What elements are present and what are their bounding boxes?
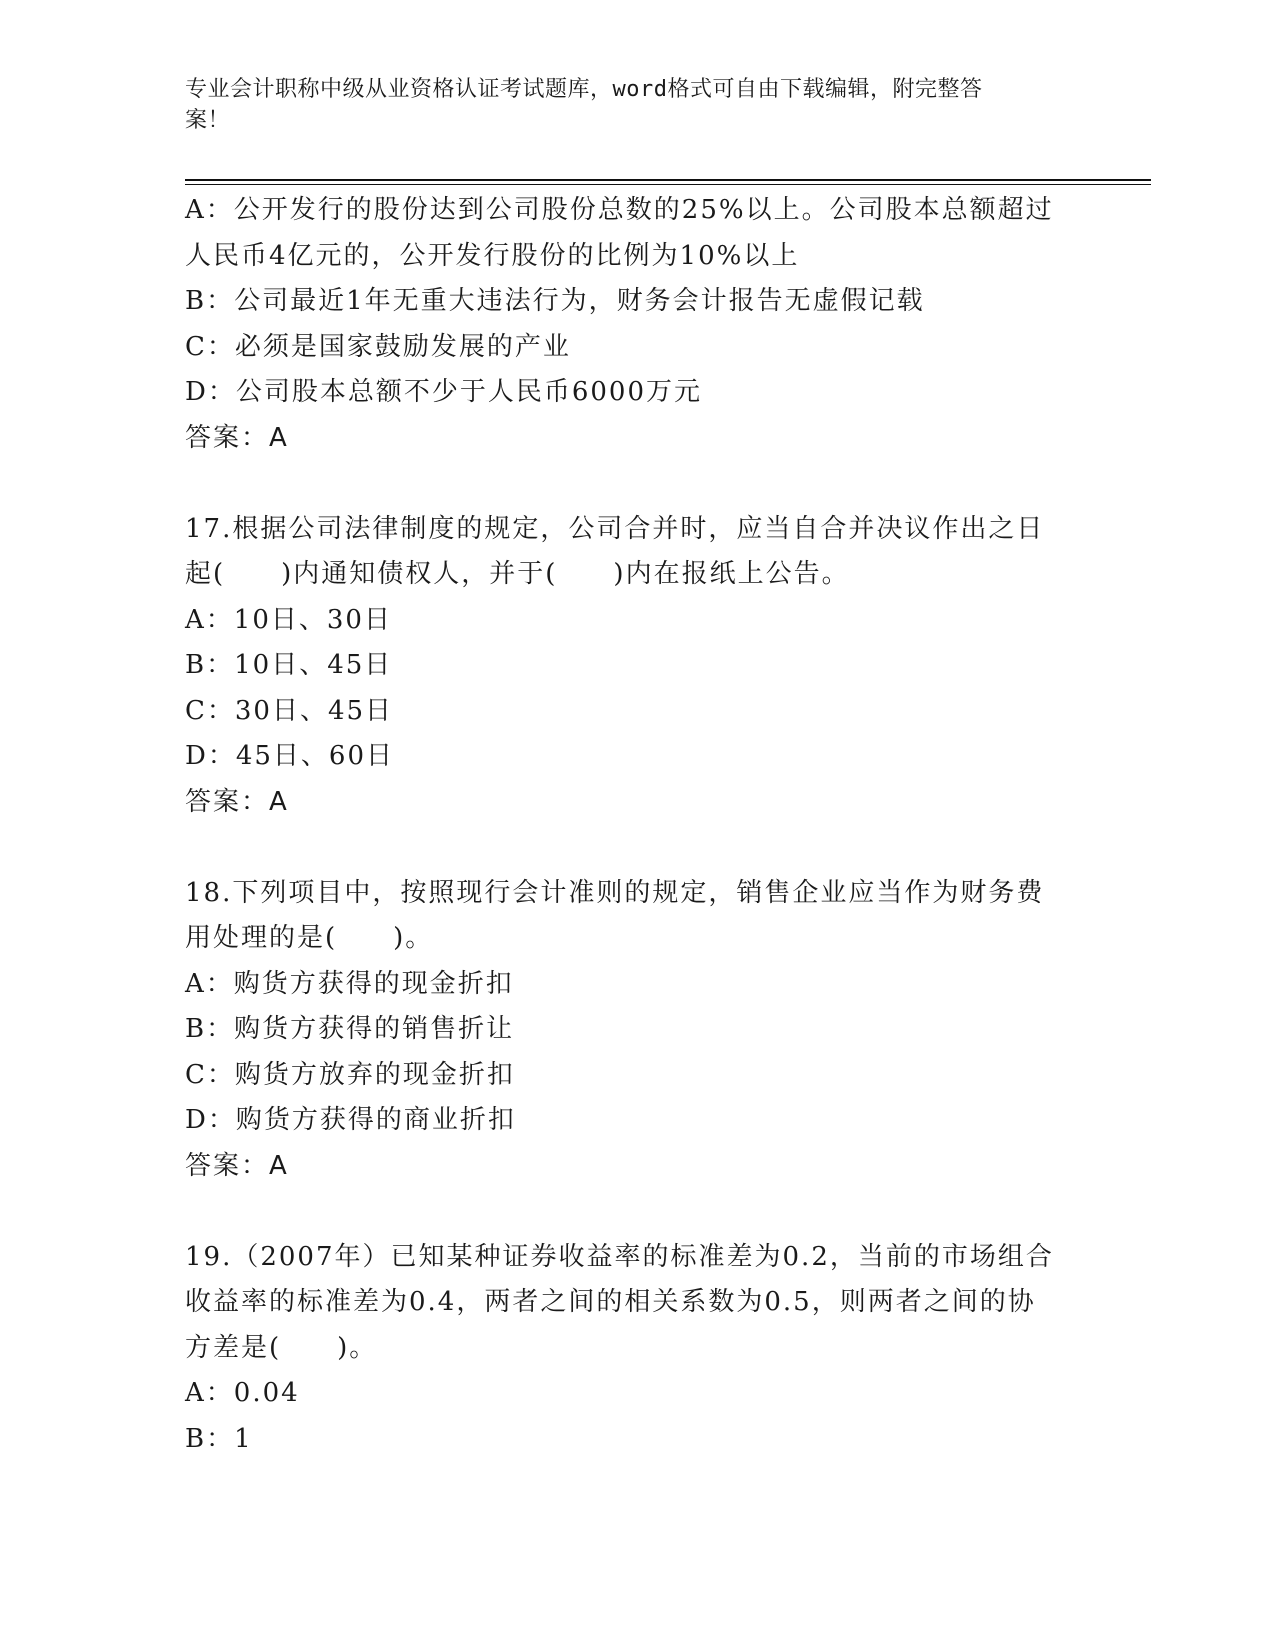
option-text-line: A：0.04 — [185, 1378, 300, 1408]
option-text-line: D：公司股本总额不少于人民币6000万元 — [185, 377, 703, 407]
question-stem-line: 用处理的是( )。 — [185, 923, 434, 953]
answer-line: 答案：A — [185, 422, 289, 453]
answer-option — [185, 689, 1085, 735]
header-line-1: 专业会计职称中级从业资格认证考试题库，word格式可自由下载编辑，附完整答 — [185, 77, 983, 102]
question-stem-line: 17.根据公司法律制度的规定，公司合并时，应当自合并决议作出之日 — [185, 513, 1045, 544]
header-rule-thin — [185, 184, 1151, 185]
question-spacer — [185, 461, 1085, 507]
option-text-line: A：购货方获得的现金折扣 — [185, 968, 514, 999]
question-block — [185, 507, 1085, 826]
question-list — [185, 188, 1085, 1462]
option-text-line: C：30日、45日 — [185, 695, 394, 726]
answer-option — [185, 370, 1085, 416]
answer-option — [185, 1371, 1085, 1417]
question-stem-line: 18.下列项目中，按照现行会计准则的规定，销售企业应当作为财务费 — [185, 877, 1045, 908]
answer-option — [185, 1053, 1085, 1099]
question-stem-line: 起( )内通知债权人，并于( )内在报纸上公告。 — [185, 559, 850, 589]
question-stem-line: 方差是( )。 — [185, 1332, 378, 1363]
question-block — [185, 1235, 1085, 1463]
option-text-line: A：10日、30日 — [185, 604, 392, 635]
answer-option — [185, 188, 1085, 279]
answer-option — [185, 734, 1085, 780]
option-text-line: A：公开发行的股份达到公司股份总数的25%以上。公司股本总额超过 — [185, 195, 1054, 225]
answer-option — [185, 1098, 1085, 1144]
answer-line: 答案：A — [185, 786, 289, 817]
option-text-line: D：购货方获得的商业折扣 — [185, 1105, 516, 1135]
question-block — [185, 188, 1085, 461]
question-spacer — [185, 1189, 1085, 1235]
option-text-line: C：购货方放弃的现金折扣 — [185, 1059, 515, 1090]
answer-option — [185, 279, 1085, 325]
option-text-line: B：公司最近1年无重大违法行为，财务会计报告无虚假记载 — [185, 286, 925, 316]
question-spacer — [185, 825, 1085, 871]
answer-line: 答案：A — [185, 1150, 289, 1181]
option-text-line: 人民币4亿元的，公开发行股份的比例为10%以上 — [185, 240, 800, 271]
header-line-2: 案！ — [185, 108, 231, 133]
answer-option — [185, 325, 1085, 371]
answer-option — [185, 598, 1085, 644]
option-text-line: C：必须是国家鼓励发展的产业 — [185, 331, 571, 362]
option-text-line: B：1 — [185, 1423, 253, 1454]
answer-option — [185, 1417, 1085, 1463]
page-header — [185, 74, 1065, 136]
question-block — [185, 871, 1085, 1190]
answer-option — [185, 1007, 1085, 1053]
option-text-line: B：购货方获得的销售折让 — [185, 1014, 515, 1044]
answer-option — [185, 643, 1085, 689]
option-text-line: B：10日、45日 — [185, 650, 393, 680]
option-text-line: D：45日、60日 — [185, 741, 395, 771]
header-rule-thick — [185, 179, 1151, 181]
answer-option — [185, 962, 1085, 1008]
question-stem-line: 收益率的标准差为0.4，两者之间的相关系数为0.5，则两者之间的协 — [185, 1287, 1036, 1317]
question-stem-line: 19.（2007年）已知某种证券收益率的标准差为0.2，当前的市场组合 — [185, 1241, 1054, 1272]
